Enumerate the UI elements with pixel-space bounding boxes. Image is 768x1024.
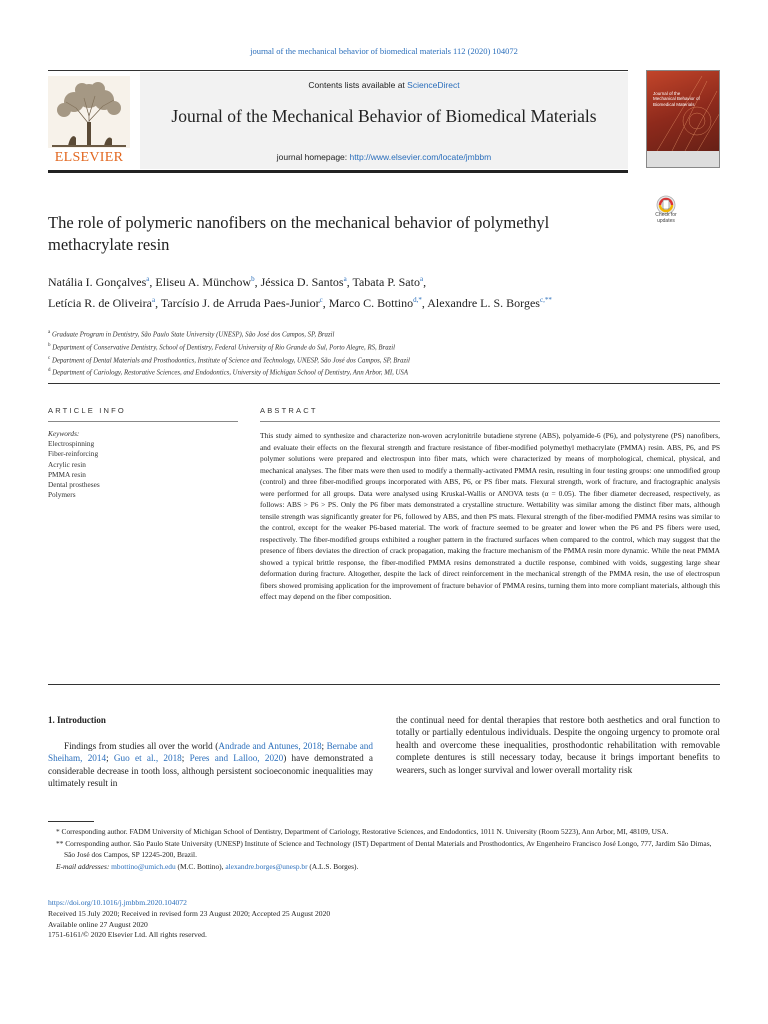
- journal-homepage-link[interactable]: http://www.elsevier.com/locate/jmbbm: [349, 152, 492, 162]
- affiliation-mark: b: [48, 342, 51, 348]
- intro-left-post: ) have demonstrated a considerable decrease in tooth loss, although persistent socioeconomic inequalities may ultimately result in: [48, 753, 374, 789]
- author-affil-mark[interactable]: c: [319, 296, 323, 304]
- publication-info: [48, 898, 548, 941]
- email-link[interactable]: mbottino@umich.edu: [111, 861, 176, 871]
- journal-homepage-line: [140, 152, 628, 162]
- copyright-line: 1751-6161/© 2020 Elsevier Ltd. All rights reserved.: [48, 930, 207, 940]
- header-bottom-rule: [48, 170, 628, 173]
- author-affil-mark[interactable]: a: [343, 275, 347, 283]
- footnote-rule: [48, 821, 94, 822]
- author-line-1: Natália I. Gonçalves$^a$, Eliseu A. Münchow$^b$, Jéssica D. Santos$^a$, Tabata P. Sato$^a$,: [48, 275, 427, 289]
- intro-left-pre: Findings from studies all over the world (: [64, 741, 219, 751]
- author-line-2: Letícia R. de Oliveira$^a$, Tarcísio J. de Arruda Paes-Junior$^c$, Marco C. Bottino$^{d,*}$, Alexandre L. S. Borges$^{c,**}$: [48, 296, 552, 310]
- keyword-item: Electrospinning: [48, 439, 95, 449]
- citation-link[interactable]: Guo et al., 2018: [113, 753, 182, 764]
- email-owner: (M.C. Bottino),: [175, 861, 226, 871]
- info-rule: [48, 421, 238, 422]
- keyword-item: Dental prostheses: [48, 480, 100, 490]
- affiliation-text: Graduate Program in Dentistry, São Paulo State University (UNESP), São José dos Campos, SP, Brazil: [51, 331, 335, 339]
- author-name[interactable]: Alexandre L. S. Borges: [427, 296, 540, 310]
- front-matter-rule: [48, 383, 720, 384]
- header-top-rule: [48, 70, 628, 71]
- author-name[interactable]: Marco C. Bottino: [328, 296, 414, 310]
- citation-link[interactable]: Peres and Lalloo, 2020: [189, 753, 284, 764]
- doi-link[interactable]: https://doi.org/10.1016/j.jmbbm.2020.104072: [48, 898, 187, 907]
- author-affil-mark[interactable]: c,**: [539, 296, 552, 304]
- cover-title: Journal of the Mechanical Behavior of Biomedical Materials: [653, 91, 700, 107]
- email-owner: (A.L.S. Borges).: [307, 861, 359, 871]
- introduction-heading: 1. Introduction: [48, 715, 106, 725]
- keywords-block: [48, 429, 228, 500]
- author-name[interactable]: Natália I. Gonçalves: [48, 275, 147, 289]
- affiliation-mark: c: [48, 355, 51, 361]
- keyword-item: Acrylic resin: [48, 459, 86, 469]
- running-citation[interactable]: journal of the mechanical behavior of biomedical materials 112 (2020) 104072: [250, 46, 518, 56]
- author-name[interactable]: Jéssica D. Santos: [260, 275, 344, 289]
- citation-link[interactable]: Andrade and Antunes, 2018: [218, 741, 322, 751]
- keyword-item: Polymers: [48, 490, 76, 500]
- abstract-bottom-rule: [48, 684, 720, 685]
- abstract-text: This study aimed to synthesize and characterize non-woven acrylonitrile butadiene styrene (ABS), polyamide-6 (P6), and polystyrene (PS) nanofibers, and evaluate their effects on the flexural strength and fracture resistance of fiber-modified polymethyl methacrylate (PMMA) resin. ABS, P6, and PS polymer solutions were prepared and electrospun into fiber mats, which were characterized by means of morphological, chemical, physical, and mechanical analyses. The fiber mats were then used to modify a thermally-activated PMMA resin, resulting in four testing groups: one unmodified group (control) and three fiber-modified groups incorporated with ABS, P6, or PS fiber mats. Flexural strength, work of fracture, and fractographic analysis were performed for all groups. Data were analysed using Kruskal-Wallis or ANOVA tests (α = 0.05). The fiber diameter decreased, respectively, as follows: ABS > P6 > PS. Only the P6 fiber mats demonstrated a crystalline structure. Wettability was similar among the distinct fiber mats, although tensile strength was significantly greater for P6, followed by ABS, and then PS mats. Flexural strength of the fiber-modified PMMA resins was similar to the control, except for the weaker P6-based material. The work of fracture seemed to be greater and lower when the P6 and PS fibers were used, respectively. The fiber-modified groups exhibited a rougher pattern in the fractured surfaces when compared to the control, which may suggest that the presence of fibers deviates the direction of crack propagation, making the fracture mechanism of the PMMA resin more dynamic. While the neat PMMA showed a typical brittle response, the fiber-modified PMMA resins demonstrated a ductile response, combined with voids, suggesting large shear deformation during fracture. Altogether, despite the lack of direct reinforcement in the mechanical strength of the PMMA resin, the use of electrospun fibers showed promising application for the improvement of fracture behavior of PMMA resins, turning them into more compliant materials, although this effect may depend on the fiber composition.: [260, 431, 720, 601]
- affiliation-text: Department of Cariology, Restorative Sciences, and Endodontics, University of Michigan School of Dentistry, Ann Arbor, MI, USA: [52, 369, 408, 377]
- author-affil-mark[interactable]: d,*: [413, 296, 422, 304]
- footnote-emails: [48, 861, 720, 873]
- affiliation-mark: a: [48, 330, 51, 335]
- affiliation-mark: d: [48, 368, 51, 374]
- author-name[interactable]: Letícia R. de Oliveira: [48, 296, 152, 310]
- author-affil-mark[interactable]: a: [146, 275, 150, 283]
- author-list: [48, 270, 638, 312]
- citation-link[interactable]: Bernabe and Sheiham, 2014: [48, 741, 373, 764]
- journal-cover-thumbnail[interactable]: [646, 70, 720, 168]
- footnote-corresponding-1: * Corresponding author. FADM University of Michigan School of Dentistry, Department of Cariology, Restorative Sciences, and Endodontics, 1011 N. University (Room 5223), Ann Arbor, MI, 48109, USA.: [56, 827, 669, 836]
- check-for-updates-label[interactable]: Check for updates: [655, 212, 677, 224]
- received-dates: Received 15 July 2020; Received in revised form 23 August 2020; Accepted 25 August 2020: [48, 908, 331, 918]
- affiliation-text: Department of Conservative Dentistry, School of Dentistry, Federal University of Rio Grande do Sul, Porto Alegre, RS, Brazil: [52, 344, 396, 352]
- sciencedirect-link[interactable]: ScienceDirect: [407, 80, 460, 90]
- email-link[interactable]: alexandre.borges@unesp.br: [225, 861, 308, 871]
- contents-lists-line: [140, 80, 628, 90]
- homepage-prefix: journal homepage:: [276, 152, 350, 162]
- cover-bottom-band: [647, 151, 719, 167]
- affiliation-text: Department of Dental Materials and Prosthodontics, Institute of Science and Technology, UNESP, São José dos Campos, SP, Brazil: [51, 356, 410, 364]
- author-affil-mark[interactable]: a: [151, 296, 156, 304]
- footnote-corresponding-2: ** Corresponding author. São Paulo State University (UNESP) Institute of Science and Technology (IST) Department of Dental Materials and Prosthodontics, Av Engenheiro Francisco José Longo, 777, Jardim São Dimas, São José dos Campos, SP 12245-200, Brazil.: [56, 838, 712, 859]
- intro-right-column: the continual need for dental therapies that restore both aesthetics and oral function to totally or partially edentulous individuals. Despite the ongoing urgency to promote oral health and overcome these inequalities, prosthodontic rehabilitation with removable complete dentures is still necessary today, because it brings important benefits to wearers, such as longer survival and lower overall mortality risk: [396, 715, 720, 775]
- article-info-heading: ARTICLE INFO: [48, 406, 126, 415]
- author-name[interactable]: Eliseu A. Münchow: [155, 275, 252, 289]
- affiliation-item: [48, 366, 728, 379]
- affiliation-list: [48, 328, 728, 379]
- author-affil-mark[interactable]: b: [251, 275, 255, 283]
- keyword-item: Fiber-reinforcing: [48, 449, 99, 459]
- author-name[interactable]: Tarcísio J. de Arruda Paes-Junior: [160, 296, 320, 310]
- keyword-item: PMMA resin: [48, 469, 86, 479]
- affiliation-item: [48, 328, 728, 341]
- contents-prefix: Contents lists available at: [308, 80, 408, 90]
- abstract-rule: [260, 421, 720, 422]
- abstract-heading: ABSTRACT: [260, 406, 318, 415]
- keywords-label: Keywords:: [48, 429, 80, 438]
- author-affil-mark[interactable]: a: [419, 275, 424, 283]
- online-date: Available online 27 August 2020: [48, 919, 148, 929]
- publisher-wordmark[interactable]: ELSEVIER: [54, 150, 124, 165]
- article-title: The role of polymeric nanofibers on the mechanical behavior of polymethyl methacrylate resin: [48, 213, 550, 254]
- affiliation-item: [48, 341, 728, 354]
- author-name[interactable]: Tabata P. Sato: [352, 275, 420, 289]
- email-label: E-mail addresses:: [56, 861, 112, 871]
- journal-title: Journal of the Mechanical Behavior of Biomedical Materials: [171, 106, 597, 126]
- affiliation-item: [48, 354, 728, 367]
- footnotes: [48, 826, 720, 872]
- intro-left-column: Findings from studies all over the world (Andrade and Antunes, 2018; Bernabe and Sheiham, 2014; Guo et al., 2018; Peres and Lalloo, 2020) have demonstrated a considerable decrease in tooth loss, although persistent socioeconomic inequalities may ultimately result in: [48, 741, 374, 789]
